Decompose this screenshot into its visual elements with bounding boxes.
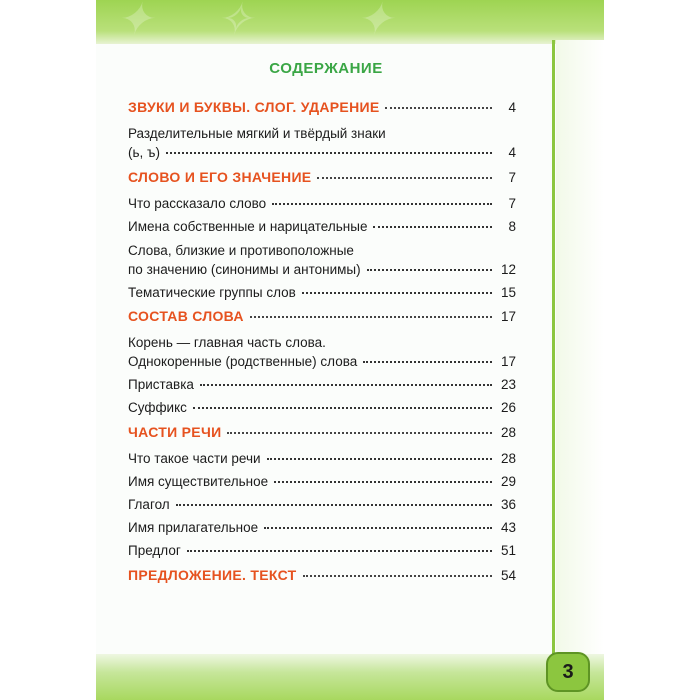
right-green-rule: [552, 40, 555, 654]
dot-leader: [227, 431, 492, 434]
toc-section-row[interactable]: [128, 307, 516, 326]
toc-section-label: ЗВУКИ И БУКВЫ. СЛОГ. УДАРЕНИЕ: [128, 99, 380, 115]
toc-page-number: 54: [500, 568, 516, 583]
decor-letter-icon: ✦: [116, 0, 153, 44]
toc-entry-row[interactable]: [128, 472, 516, 491]
toc-entry-row[interactable]: [128, 283, 516, 302]
toc-entry-label: Имя прилагательное: [128, 520, 259, 535]
dot-leader: [274, 480, 492, 483]
toc-title: СОДЕРЖАНИЕ: [269, 60, 383, 77]
dot-leader: [373, 225, 492, 228]
toc-entry-label: Глагол: [128, 497, 170, 512]
toc-page-number: 7: [508, 196, 516, 211]
toc-page-number: 26: [500, 400, 516, 415]
toc-entry-label: (ь, ъ): [128, 145, 160, 160]
toc-entry-row[interactable]: [128, 260, 516, 279]
bottom-decorative-band: [96, 654, 604, 700]
dot-leader: [385, 106, 492, 109]
toc-entry-label: Однокоренные (родственные) слова: [128, 354, 358, 369]
top-decorative-band: [96, 0, 604, 44]
toc-entry-line: Разделительные мягкий и твёрдый знаки: [128, 126, 386, 141]
toc-entry-label: по значению (синонимы и антонимы): [128, 262, 361, 277]
toc-page-number: 8: [508, 219, 516, 234]
toc-page-number: 7: [508, 170, 516, 185]
toc-section-label: СЛОВО И ЕГО ЗНАЧЕНИЕ: [128, 169, 312, 185]
toc-entry-row[interactable]: [128, 518, 516, 537]
dot-leader: [250, 315, 492, 318]
toc-page-number: 28: [500, 451, 516, 466]
toc-entry-label: Имя существительное: [128, 474, 269, 489]
dot-leader: [302, 291, 492, 294]
toc-entry-line: Корень — главная часть слова.: [128, 335, 326, 350]
dot-leader: [193, 406, 492, 409]
toc-page-number: 17: [500, 354, 516, 369]
toc-page-number: 12: [500, 262, 516, 277]
dot-leader: [264, 526, 492, 529]
toc-entry-label: Предлог: [128, 543, 181, 558]
dot-leader: [272, 202, 492, 205]
toc-entry-row[interactable]: [128, 495, 516, 514]
right-decorative-band: [556, 40, 604, 670]
toc-page-number: 17: [500, 309, 516, 324]
toc-page-number: 43: [500, 520, 516, 535]
toc-entry-label: Приставка: [128, 377, 194, 392]
toc-section-row[interactable]: [128, 566, 516, 585]
toc-entry-row[interactable]: [128, 194, 516, 213]
decor-letter-icon: ✦: [356, 0, 393, 44]
toc-entry-label: Тематические группы слов: [128, 285, 296, 300]
dot-leader: [363, 360, 492, 363]
toc-entry-label: Что рассказало слово: [128, 196, 267, 211]
toc-section-label: СОСТАВ СЛОВА: [128, 308, 244, 324]
toc-page-number: 28: [500, 425, 516, 440]
toc-page-number: 29: [500, 474, 516, 489]
toc-section-label: ЧАСТИ РЕЧИ: [128, 424, 222, 440]
decor-letter-icon: ✧: [216, 0, 253, 44]
dot-leader: [176, 503, 492, 506]
toc-page-number: 36: [500, 497, 516, 512]
toc-entry-line: Слова, близкие и противоположные: [128, 243, 354, 258]
toc-section-row[interactable]: [128, 423, 516, 442]
toc-entry-row[interactable]: [128, 398, 516, 417]
toc-page-number: 4: [508, 145, 516, 160]
toc-entry-row[interactable]: [128, 217, 516, 236]
dot-leader: [267, 457, 492, 460]
toc-page-number: 51: [500, 543, 516, 558]
page-number-badge: 3: [546, 652, 590, 692]
dot-leader: [187, 549, 492, 552]
toc-entry-row[interactable]: [128, 375, 516, 394]
toc-page-number: 23: [500, 377, 516, 392]
toc-entry-row[interactable]: [128, 143, 516, 162]
toc-entry-label: Суффикс: [128, 400, 187, 415]
toc-page-number: 4: [508, 100, 516, 115]
dot-leader: [166, 151, 492, 154]
dot-leader: [200, 383, 492, 386]
dot-leader: [367, 268, 492, 271]
toc-entry-row[interactable]: [128, 352, 516, 371]
toc-entry-row[interactable]: [128, 541, 516, 560]
dot-leader: [303, 574, 493, 577]
dot-leader: [317, 176, 492, 179]
toc-section-row[interactable]: [128, 168, 516, 187]
toc-section-row[interactable]: [128, 98, 516, 117]
toc-entry-row[interactable]: [128, 449, 516, 468]
toc-section-label: ПРЕДЛОЖЕНИЕ. ТЕКСТ: [128, 567, 297, 583]
toc-page-number: 15: [500, 285, 516, 300]
toc-entry-label: Имена собственные и нарицательные: [128, 219, 368, 234]
toc-entry-label: Что такое части речи: [128, 451, 261, 466]
